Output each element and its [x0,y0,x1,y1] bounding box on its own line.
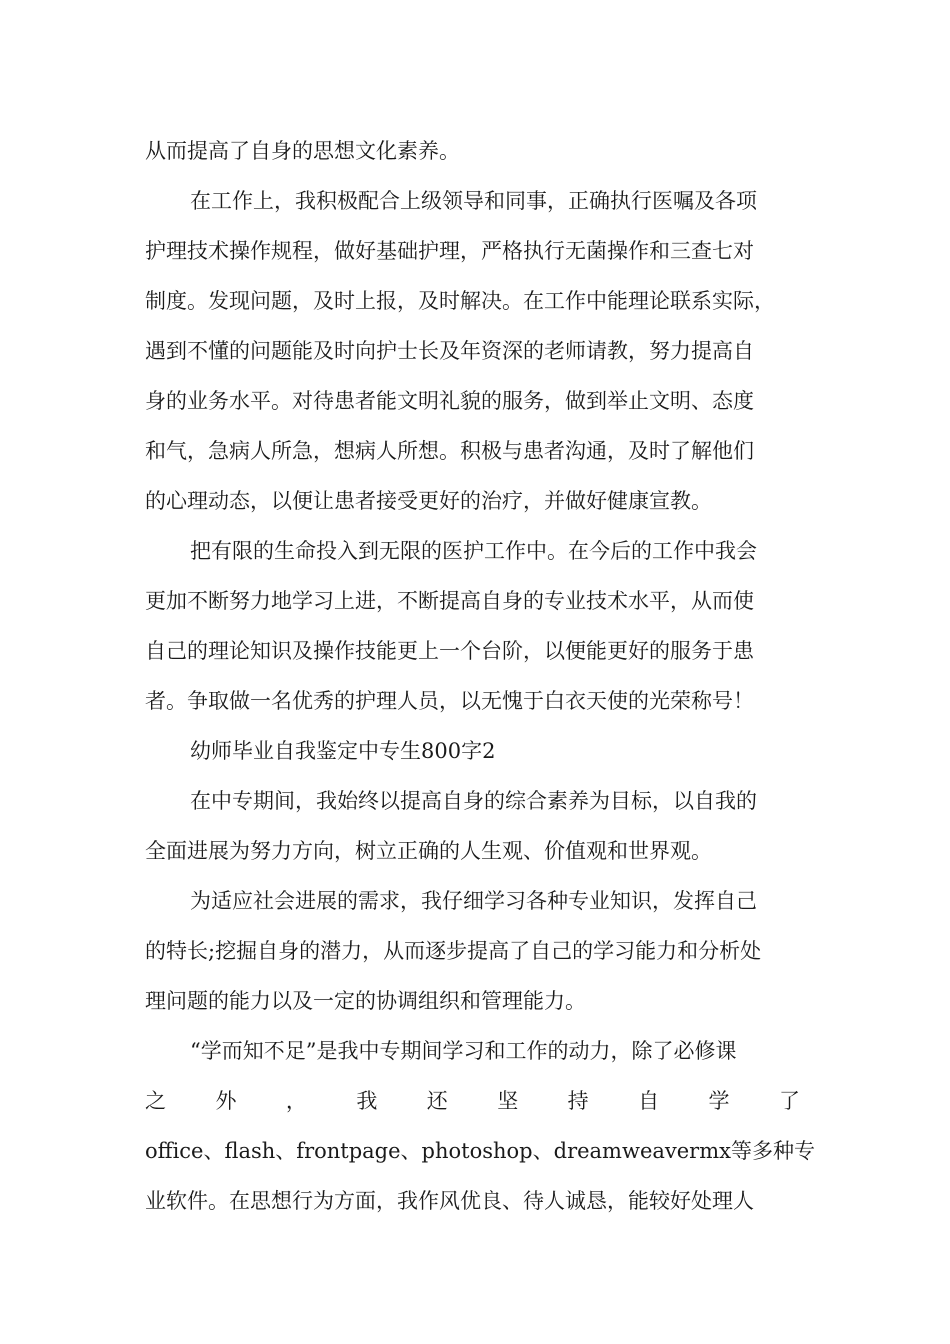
char: ， [285,1089,307,1113]
paragraph-start-line: 在工作上，我积极配合上级领导和同事，正确执行医嘱及各项 [190,189,757,213]
text-line: 护理技术操作规程，做好基础护理，严格执行无菌操作和三查七对 [145,239,754,263]
paragraph-start-line: 在中专期间，我始终以提高自身的综合素养为目标，以自我的 [190,789,757,813]
paragraph-start-line: “学而知不足”是我中专期间学习和工作的动力，除了必修课 [190,1039,737,1063]
text-line: 的特长;挖掘自身的潜力，从而逐步提高了自己的学习能力和分析处 [145,939,762,963]
text-line: 业软件。在思想行为方面，我作风优良、待人诚恳，能较好处理人 [145,1189,754,1213]
text-line: 理问题的能力以及一定的协调组织和管理能力。 [145,989,586,1013]
char: 我 [356,1089,378,1113]
justified-text-line [145,1076,800,1126]
text-line: 制度。发现问题，及时上报，及时解决。在工作中能理论联系实际， [145,289,775,313]
text-line: 者。争取做一名优秀的护理人员，以无愧于白衣天使的光荣称号！ [145,689,754,713]
text-line: 和气，急病人所急，想病人所想。积极与患者沟通，及时了解他们 [145,439,754,463]
section-heading: 幼师毕业自我鉴定中专生800字2 [190,739,496,763]
char: 持 [567,1089,589,1113]
text-line: 更加不断努力地学习上进，不断提高自身的专业技术水平，从而使 [145,589,754,613]
paragraph-start-line: 为适应社会进展的需求，我仔细学习各种专业知识，发挥自己 [190,889,757,913]
char: 学 [708,1089,730,1113]
paragraph-start-line: 把有限的生命投入到无限的医护工作中。在今后的工作中我会 [190,539,757,563]
text-line: 的心理动态，以便让患者接受更好的治疗，并做好健康宣教。 [145,489,712,513]
char: 还 [426,1089,448,1113]
char: 坚 [497,1089,519,1113]
text-line: 自己的理论知识及操作技能更上一个台阶，以便能更好的服务于患 [145,639,754,663]
document-body [145,126,815,1226]
char: 自 [638,1089,660,1113]
text-line: 身的业务水平。对待患者能文明礼貌的服务，做到举止文明、态度 [145,389,754,413]
char: 之 [145,1089,166,1113]
text-line: 全面进展为努力方向，树立正确的人生观、价值观和世界观。 [145,839,712,863]
text-line: 从而提高了自身的思想文化素养。 [145,139,460,163]
char: 了 [778,1089,800,1113]
text-line: 遇到不懂的问题能及时向护士长及年资深的老师请教，努力提高自 [145,339,754,363]
text-line: office、flash、frontpage、photoshop、dreamweavermx等多种专 [145,1139,815,1163]
char: 外 [215,1089,237,1113]
